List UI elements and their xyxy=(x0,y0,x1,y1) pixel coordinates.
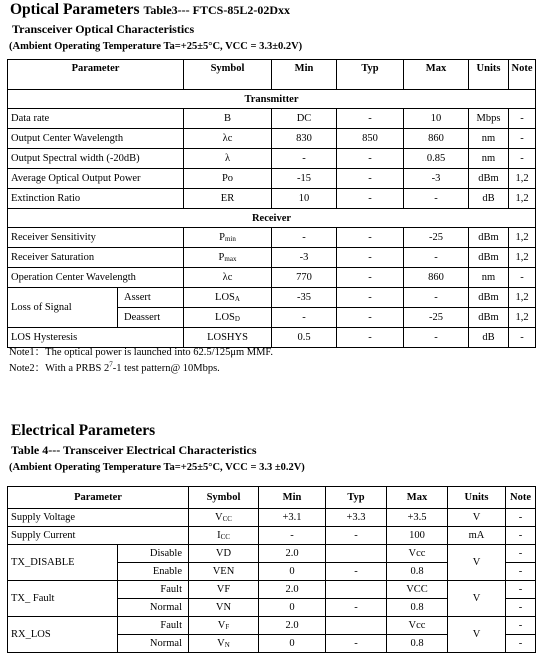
max-cell: - xyxy=(404,288,469,308)
symbol-cell xyxy=(189,509,259,527)
subparam-cell: Disable xyxy=(118,545,189,563)
symbol-main: V xyxy=(215,512,223,523)
min-cell: +3.1 xyxy=(259,509,326,527)
symbol-cell xyxy=(184,248,272,268)
units-cell: dBm xyxy=(469,308,509,328)
max-cell: VCC xyxy=(387,581,448,599)
min-cell: 2.0 xyxy=(259,617,326,635)
typ-cell: - xyxy=(326,635,387,653)
min-cell: 0.5 xyxy=(272,328,337,348)
param-cell: Supply Current xyxy=(8,527,189,545)
header-note: Note xyxy=(506,487,536,509)
table-row xyxy=(8,169,536,189)
header-parameter: Parameter xyxy=(8,60,184,90)
param-cell: Receiver Saturation xyxy=(8,248,184,268)
symbol-cell: Po xyxy=(184,169,272,189)
symbol-main: P xyxy=(219,232,225,243)
max-cell: 0.85 xyxy=(404,149,469,169)
max-cell: Vcc xyxy=(387,545,448,563)
header-note: Note xyxy=(509,60,536,90)
symbol-cell: VF xyxy=(189,581,259,599)
section-transmitter: Transmitter xyxy=(8,90,536,109)
typ-cell: - xyxy=(337,328,404,348)
min-cell: 2.0 xyxy=(259,545,326,563)
note-cell: - xyxy=(506,563,536,581)
note-2-suffix: -1 test pattern@ 10Mbps. xyxy=(112,363,220,374)
note-cell: 1,2 xyxy=(509,169,536,189)
table-row xyxy=(8,288,536,308)
param-cell: Output Center Wavelength xyxy=(8,129,184,149)
table-row xyxy=(8,149,536,169)
header-units: Units xyxy=(448,487,506,509)
table-header-row xyxy=(8,60,536,90)
param-cell: TX_ Fault xyxy=(8,581,118,617)
header-typ: Typ xyxy=(337,60,404,90)
symbol-subscript: CC xyxy=(222,515,232,523)
note-2 xyxy=(9,360,220,375)
header-min: Min xyxy=(259,487,326,509)
table-row xyxy=(8,268,536,288)
units-cell: dB xyxy=(469,328,509,348)
max-cell: 0.8 xyxy=(387,635,448,653)
symbol-cell: LOSHYS xyxy=(184,328,272,348)
table-row xyxy=(8,248,536,268)
typ-cell: - xyxy=(337,308,404,328)
optical-table-ref: Table3--- FTCS-85L2-02Dxx xyxy=(143,3,290,17)
subparam-cell: Deassert xyxy=(118,308,184,328)
note-cell: - xyxy=(506,581,536,599)
min-cell: 2.0 xyxy=(259,581,326,599)
symbol-main: V xyxy=(217,638,225,649)
symbol-cell: VD xyxy=(189,545,259,563)
note-2-text: Note2：With a PRBS 2 xyxy=(9,363,110,374)
typ-cell: - xyxy=(337,189,404,209)
min-cell: - xyxy=(272,149,337,169)
symbol-cell: ER xyxy=(184,189,272,209)
typ-cell: - xyxy=(326,599,387,617)
typ-cell: - xyxy=(326,563,387,581)
units-cell: dBm xyxy=(469,248,509,268)
note-cell: - xyxy=(509,109,536,129)
typ-cell xyxy=(326,545,387,563)
symbol-cell xyxy=(184,288,272,308)
note-cell: 1,2 xyxy=(509,308,536,328)
units-cell: dBm xyxy=(469,228,509,248)
table-row xyxy=(8,545,536,563)
min-cell: 0 xyxy=(259,599,326,617)
header-max: Max xyxy=(404,60,469,90)
max-cell: 860 xyxy=(404,268,469,288)
param-cell: RX_LOS xyxy=(8,617,118,653)
optical-conditions: (Ambient Operating Temperature Ta=+25±5°C, VCC = 3.3±0.2V) xyxy=(9,41,303,52)
max-cell: -3 xyxy=(404,169,469,189)
param-cell: LOS Hysteresis xyxy=(8,328,184,348)
symbol-subscript: N xyxy=(224,641,230,649)
min-cell: 0 xyxy=(259,563,326,581)
note-cell: 1,2 xyxy=(509,248,536,268)
electrical-subtitle: Table 4--- Transceiver Electrical Characteristics xyxy=(11,443,257,457)
note-cell: - xyxy=(506,527,536,545)
typ-cell: - xyxy=(337,268,404,288)
typ-cell: - xyxy=(326,527,387,545)
note-cell: - xyxy=(506,599,536,617)
table-row xyxy=(8,228,536,248)
table-row xyxy=(8,129,536,149)
symbol-cell xyxy=(184,228,272,248)
symbol-cell xyxy=(189,635,259,653)
subparam-cell: Normal xyxy=(118,599,189,617)
symbol-main: LOS xyxy=(215,312,235,323)
symbol-subscript: F xyxy=(225,623,230,631)
param-cell: TX_DISABLE xyxy=(8,545,118,581)
symbol-main: LOS xyxy=(215,292,235,303)
note-2-superscript: 7 xyxy=(109,360,113,369)
header-symbol: Symbol xyxy=(184,60,272,90)
param-cell: Operation Center Wavelength xyxy=(8,268,184,288)
units-cell: Mbps xyxy=(469,109,509,129)
min-cell: 0 xyxy=(259,635,326,653)
table-row xyxy=(8,617,536,635)
min-cell: 770 xyxy=(272,268,337,288)
typ-cell: +3.3 xyxy=(326,509,387,527)
symbol-subscript: A xyxy=(234,295,240,303)
typ-cell: - xyxy=(337,169,404,189)
subparam-cell: Assert xyxy=(118,288,184,308)
min-cell: -3 xyxy=(272,248,337,268)
subparam-cell: Normal xyxy=(118,635,189,653)
optical-title: Optical Parameters xyxy=(10,1,140,18)
symbol-cell: VN xyxy=(189,599,259,617)
symbol-cell xyxy=(189,617,259,635)
min-cell: -35 xyxy=(272,288,337,308)
typ-cell: - xyxy=(337,248,404,268)
max-cell: -25 xyxy=(404,308,469,328)
typ-cell xyxy=(326,617,387,635)
note-cell: - xyxy=(509,149,536,169)
units-cell: nm xyxy=(469,129,509,149)
max-cell: - xyxy=(404,189,469,209)
symbol-main: I xyxy=(217,530,221,541)
param-cell: Extinction Ratio xyxy=(8,189,184,209)
units-cell: V xyxy=(448,617,506,653)
symbol-main: V xyxy=(217,620,226,631)
header-min: Min xyxy=(272,60,337,90)
section-row-transmitter xyxy=(8,90,536,109)
table-row xyxy=(8,527,536,545)
note-cell: - xyxy=(506,617,536,635)
min-cell: - xyxy=(259,527,326,545)
max-cell: 860 xyxy=(404,129,469,149)
typ-cell: - xyxy=(337,228,404,248)
note-cell: - xyxy=(509,268,536,288)
symbol-subscript: D xyxy=(234,315,240,323)
min-cell: - xyxy=(272,308,337,328)
note-cell: - xyxy=(509,129,536,149)
min-cell: 830 xyxy=(272,129,337,149)
header-parameter: Parameter xyxy=(8,487,189,509)
typ-cell: - xyxy=(337,288,404,308)
note-1: Note1：The optical power is launched into 62.5/125μm MMF. xyxy=(9,347,274,358)
min-cell: -15 xyxy=(272,169,337,189)
typ-cell: 850 xyxy=(337,129,404,149)
symbol-cell xyxy=(189,527,259,545)
symbol-main: P xyxy=(218,252,225,263)
param-cell: Receiver Sensitivity xyxy=(8,228,184,248)
optical-table xyxy=(7,59,536,348)
table-row xyxy=(8,581,536,599)
max-cell: 100 xyxy=(387,527,448,545)
header-max: Max xyxy=(387,487,448,509)
symbol-subscript: CC xyxy=(220,533,230,541)
max-cell: 10 xyxy=(404,109,469,129)
subparam-cell: Enable xyxy=(118,563,189,581)
symbol-cell: λc xyxy=(184,129,272,149)
symbol-cell: B xyxy=(184,109,272,129)
typ-cell xyxy=(326,581,387,599)
note-cell: 1,2 xyxy=(509,228,536,248)
symbol-subscript: min xyxy=(224,235,236,243)
max-cell: - xyxy=(404,328,469,348)
symbol-cell xyxy=(184,308,272,328)
subparam-cell: Fault xyxy=(118,581,189,599)
table-row xyxy=(8,109,536,129)
min-cell: - xyxy=(272,228,337,248)
param-cell: Data rate xyxy=(8,109,184,129)
units-cell: nm xyxy=(469,268,509,288)
units-cell: dBm xyxy=(469,169,509,189)
max-cell: -25 xyxy=(404,228,469,248)
units-cell: nm xyxy=(469,149,509,169)
optical-subtitle: Transceiver Optical Characteristics xyxy=(12,22,195,36)
units-cell: dBm xyxy=(469,288,509,308)
header-typ: Typ xyxy=(326,487,387,509)
note-cell: - xyxy=(509,328,536,348)
units-cell: V xyxy=(448,581,506,617)
symbol-subscript: max xyxy=(224,255,237,263)
electrical-title: Electrical Parameters xyxy=(11,422,156,439)
note-cell: 1,2 xyxy=(509,288,536,308)
electrical-table xyxy=(7,486,536,653)
min-cell: 10 xyxy=(272,189,337,209)
electrical-conditions: (Ambient Operating Temperature Ta=+25±5°C, VCC = 3.3 ±0.2V) xyxy=(9,462,305,473)
units-cell: mA xyxy=(448,527,506,545)
units-cell: V xyxy=(448,545,506,581)
section-receiver: Receiver xyxy=(8,209,536,228)
section-row-receiver xyxy=(8,209,536,228)
typ-cell: - xyxy=(337,149,404,169)
max-cell: - xyxy=(404,248,469,268)
table-row xyxy=(8,509,536,527)
symbol-cell: VEN xyxy=(189,563,259,581)
param-cell: Output Spectral width (-20dB) xyxy=(8,149,184,169)
note-cell: - xyxy=(506,545,536,563)
param-cell: Supply Voltage xyxy=(8,509,189,527)
table-row xyxy=(8,189,536,209)
typ-cell: - xyxy=(337,109,404,129)
param-cell: Average Optical Output Power xyxy=(8,169,184,189)
max-cell: Vcc xyxy=(387,617,448,635)
note-cell: - xyxy=(506,635,536,653)
note-cell: 1,2 xyxy=(509,189,536,209)
optical-title-line xyxy=(10,1,290,19)
max-cell: 0.8 xyxy=(387,599,448,617)
min-cell: DC xyxy=(272,109,337,129)
max-cell: 0.8 xyxy=(387,563,448,581)
symbol-cell: λc xyxy=(184,268,272,288)
units-cell: dB xyxy=(469,189,509,209)
units-cell: V xyxy=(448,509,506,527)
note-cell: - xyxy=(506,509,536,527)
table-header-row xyxy=(8,487,536,509)
header-units: Units xyxy=(469,60,509,90)
header-symbol: Symbol xyxy=(189,487,259,509)
max-cell: +3.5 xyxy=(387,509,448,527)
param-cell: Loss of Signal xyxy=(8,288,118,328)
symbol-cell: λ xyxy=(184,149,272,169)
subparam-cell: Fault xyxy=(118,617,189,635)
